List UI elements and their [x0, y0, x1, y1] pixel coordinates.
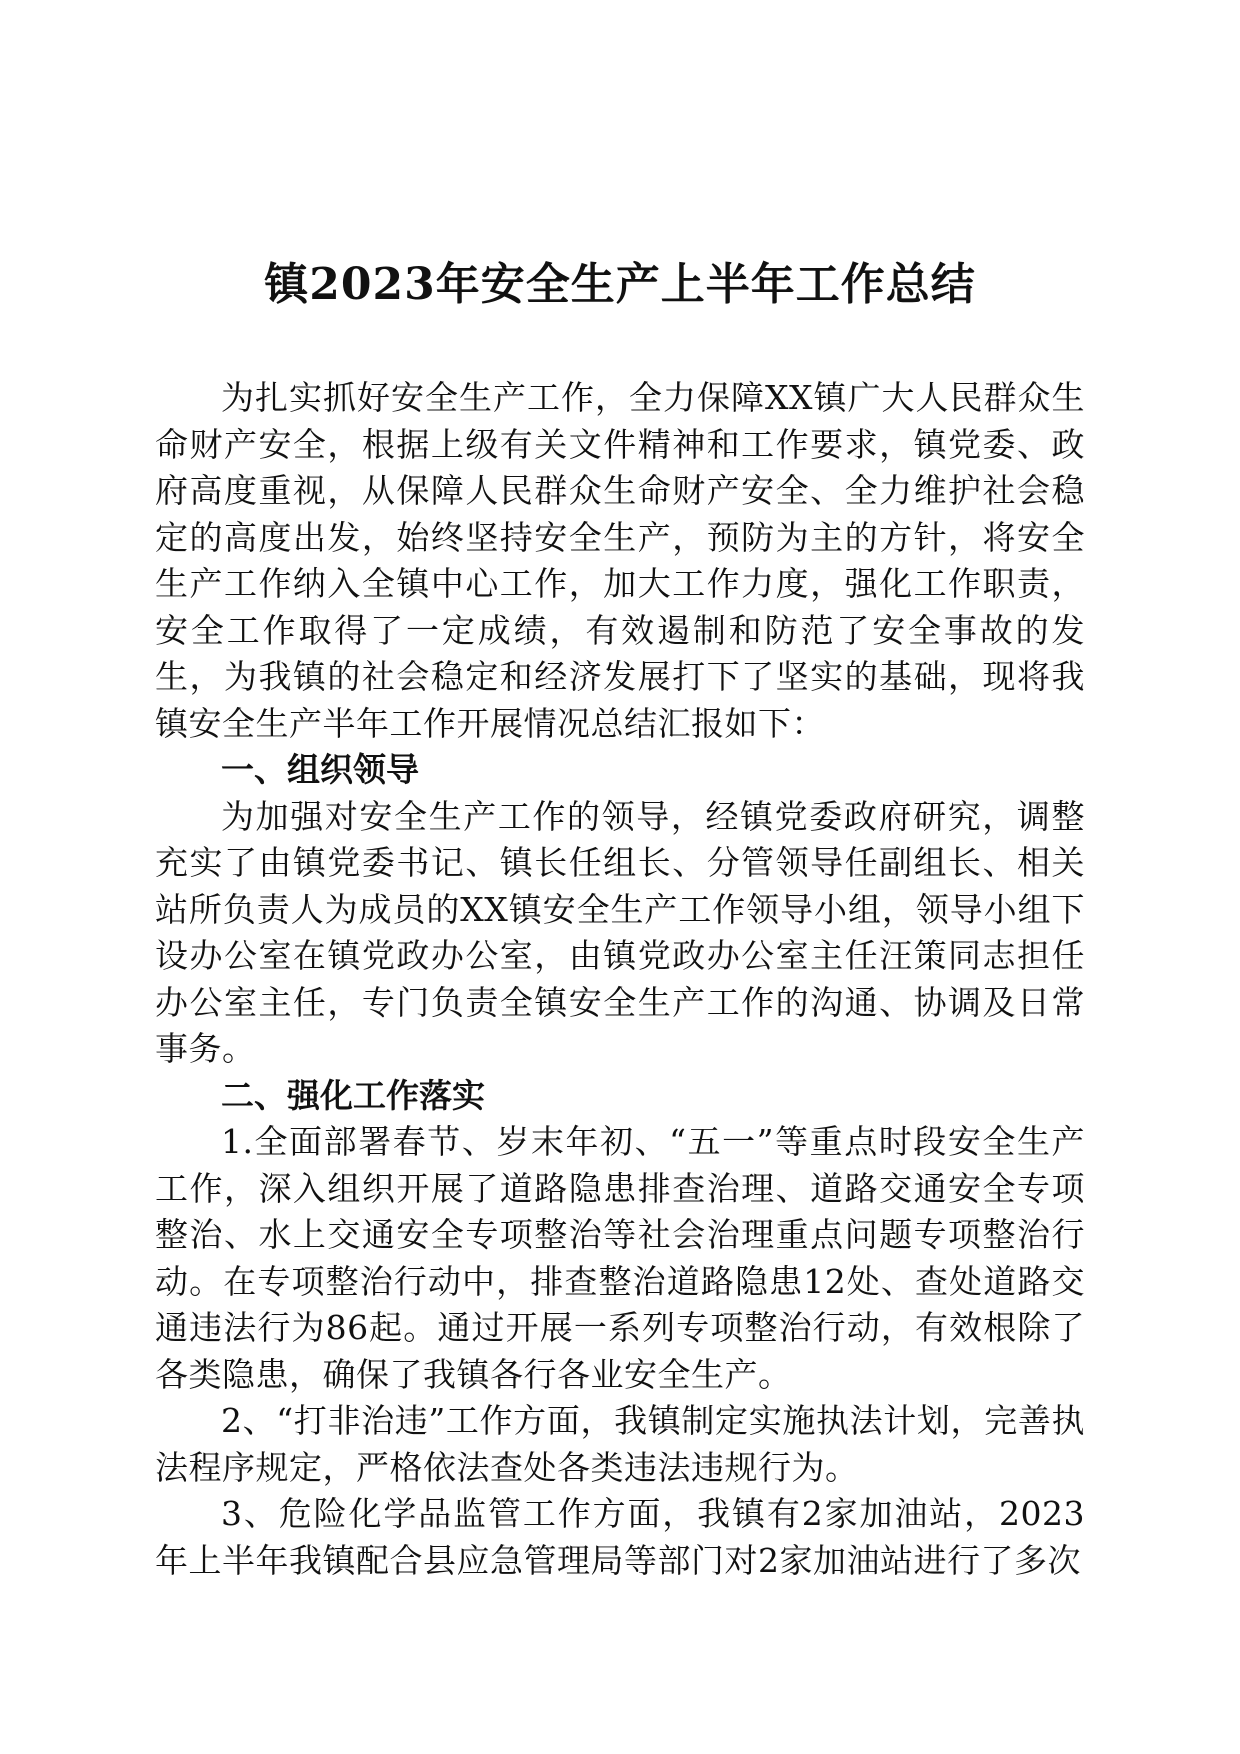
implementation-item-3: 3、危险化学品监管工作方面，我镇有2家加油站，2023年上半年我镇配合县应急管理局等部门对2家加油站进行了多次: [155, 1494, 1085, 1580]
intro-paragraph: 为扎实抓好安全生产工作，全力保障XX镇广大人民群众生命财产安全，根据上级有关文件精神和工作要求，镇党委、政府高度重视，从保障人民群众生命财产安全、全力维护社会稳定的高度出发，始终坚持安全生产，预防为主的方针，将安全生产工作纳入全镇中心工作，加大工作力度，强化工作职责，安全工作取得了一定成绩，有效遏制和防范了安全事故的发生，为我镇的社会稳定和经济发展打下了坚实的基础，现将我镇安全生产半年工作开展情况总结汇报如下：: [155, 378, 1085, 743]
section-heading-implementation: 二、强化工作落实: [221, 1075, 485, 1115]
implementation-item-2: 2、“打非治违”工作方面，我镇制定实施执法计划，完善执法程序规定，严格依法查处各类违法违规行为。: [155, 1401, 1085, 1487]
organization-paragraph: 为加强对安全生产工作的领导，经镇党委政府研究，调整充实了由镇党委书记、镇长任组长、分管领导任副组长、相关站所负责人为成员的XX镇安全生产工作领导小组，领导小组下设办公室在镇党政办公室，由镇党政办公室主任汪策同志担任办公室主任，专门负责全镇安全生产工作的沟通、协调及日常事务。: [155, 796, 1085, 1068]
document-title: 镇2023年安全生产上半年工作总结: [264, 259, 976, 310]
document-body: [155, 375, 1085, 1584]
implementation-item-1: 1.全面部署春节、岁末年初、“五一”等重点时段安全生产工作，深入组织开展了道路隐患排查治理、道路交通安全专项整治、水上交通安全专项整治等社会治理重点问题专项整治行动。在专项整治行动中，排查整治道路隐患12处、查处道路交通违法行为86起。通过开展一系列专项整治行动，有效根除了各类隐患，确保了我镇各行各业安全生产。: [155, 1122, 1085, 1394]
section-heading-organization: 一、组织领导: [221, 750, 419, 789]
